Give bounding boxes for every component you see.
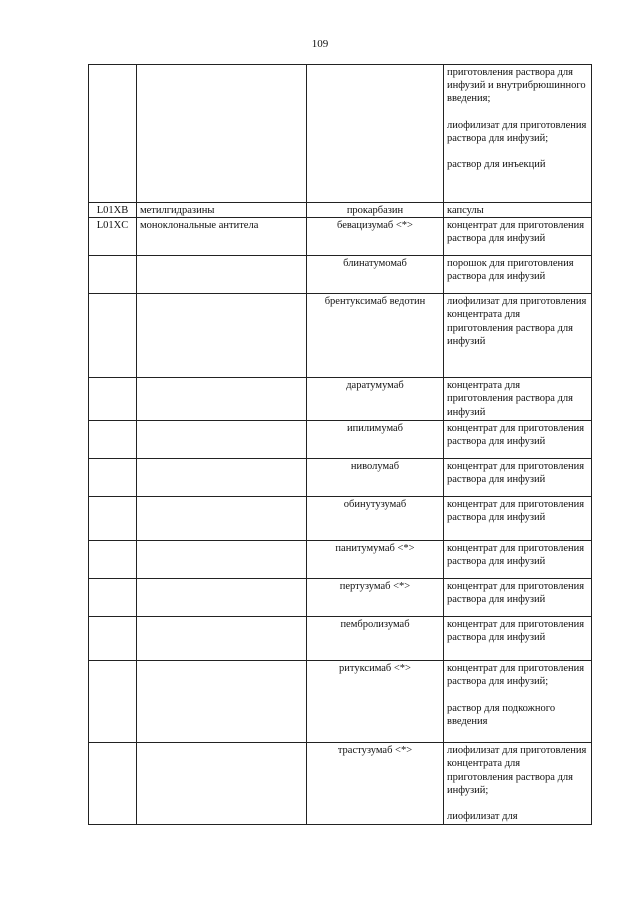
group-name-cell	[137, 579, 307, 617]
atc-code-cell	[89, 743, 137, 825]
dosage-form-text: капсулы	[447, 205, 484, 216]
dosage-form-text: концентрат для приготовления раствора для инфузий	[447, 499, 585, 524]
table-row	[89, 579, 592, 617]
dosage-form-text: лиофилизат для приготовления раствора для инфузий;	[447, 119, 587, 144]
drug-table	[88, 64, 592, 825]
dosage-form-text: концентрат для приготовления раствора для инфузий	[447, 543, 585, 568]
group-name-cell	[137, 65, 307, 203]
atc-code-cell	[89, 294, 137, 378]
drug-name-cell: ипилимумаб	[307, 421, 444, 459]
atc-code-cell	[89, 617, 137, 661]
drug-name-cell: пертузумаб <*>	[307, 579, 444, 617]
drug-name-cell: блинатумомаб	[307, 256, 444, 294]
atc-code-cell	[89, 256, 137, 294]
table-row	[89, 378, 592, 421]
dosage-form-cell	[444, 256, 592, 294]
atc-code-cell	[89, 459, 137, 497]
atc-code-cell	[89, 65, 137, 203]
atc-code-cell	[89, 661, 137, 743]
drug-name-cell: трастузумаб <*>	[307, 743, 444, 825]
table-row	[89, 65, 592, 203]
table-row	[89, 497, 592, 541]
drug-name-cell: бевацизумаб <*>	[307, 218, 444, 256]
table-row	[89, 203, 592, 218]
drug-name-cell	[307, 65, 444, 203]
drug-name-cell: прокарбазин	[307, 203, 444, 218]
group-name-cell	[137, 459, 307, 497]
drug-table-body	[89, 65, 592, 825]
group-name-cell: моноклональные антитела	[137, 218, 307, 256]
group-name-cell	[137, 661, 307, 743]
dosage-form-cell	[444, 65, 592, 203]
dosage-form-text: концентрат для приготовления раствора для инфузий;	[447, 663, 585, 688]
atc-code-cell	[89, 497, 137, 541]
dosage-form-cell	[444, 661, 592, 743]
dosage-form-text: лиофилизат для приготовления концентрата для приготовления раствора для инфузий	[447, 296, 587, 347]
drug-name-cell: ниволумаб	[307, 459, 444, 497]
dosage-form-cell	[444, 421, 592, 459]
dosage-form-text: лиофилизат для	[447, 811, 518, 823]
drug-name-cell: панитумумаб <*>	[307, 541, 444, 579]
atc-code-cell: L01XC	[89, 218, 137, 256]
table-row	[89, 421, 592, 459]
table-row	[89, 459, 592, 497]
group-name-cell	[137, 256, 307, 294]
dosage-form-text: концентрат для приготовления раствора для инфузий	[447, 423, 585, 448]
drug-name-cell: ритуксимаб <*>	[307, 661, 444, 743]
drug-name-cell: даратумумаб	[307, 378, 444, 421]
dosage-form-cell	[444, 497, 592, 541]
group-name-cell	[137, 617, 307, 661]
dosage-form-text: раствор для инъекций	[447, 159, 546, 171]
group-name-cell	[137, 541, 307, 579]
drug-name-cell: пембролизумаб	[307, 617, 444, 661]
group-name-cell	[137, 294, 307, 378]
table-row	[89, 617, 592, 661]
atc-code-cell	[89, 421, 137, 459]
dosage-form-cell	[444, 579, 592, 617]
table-row	[89, 294, 592, 378]
dosage-form-text: лиофилизат для приготовления концентрата для приготовления раствора для инфузий;	[447, 745, 587, 796]
group-name-cell	[137, 421, 307, 459]
atc-code-cell: L01XB	[89, 203, 137, 218]
dosage-form-text: концентрат для приготовления раствора для инфузий	[447, 619, 585, 644]
table-row	[89, 218, 592, 256]
dosage-form-cell	[444, 218, 592, 256]
dosage-form-cell	[444, 617, 592, 661]
dosage-form-text: концентрат для приготовления раствора для инфузий	[447, 581, 585, 606]
group-name-cell	[137, 743, 307, 825]
dosage-form-cell	[444, 294, 592, 378]
page-number: 109	[311, 38, 329, 50]
table-row	[89, 743, 592, 825]
dosage-form-cell	[444, 378, 592, 421]
group-name-cell	[137, 497, 307, 541]
dosage-form-cell	[444, 541, 592, 579]
dosage-form-text: концентрат для приготовления раствора для инфузий	[447, 220, 585, 245]
table-row	[89, 256, 592, 294]
drug-name-cell: обинутузумаб	[307, 497, 444, 541]
table-row	[89, 541, 592, 579]
table-row	[89, 661, 592, 743]
atc-code-cell	[89, 541, 137, 579]
atc-code-cell	[89, 378, 137, 421]
atc-code-cell	[89, 579, 137, 617]
dosage-form-text: концентрат для приготовления раствора для инфузий	[447, 461, 585, 486]
dosage-form-cell	[444, 459, 592, 497]
dosage-form-text: раствор для подкожного введения	[447, 702, 556, 727]
dosage-form-cell	[444, 743, 592, 825]
group-name-cell	[137, 378, 307, 421]
dosage-form-cell	[444, 203, 592, 218]
drug-name-cell: брентуксимаб ведотин	[307, 294, 444, 378]
dosage-form-text: приготовления раствора для инфузий и внутрибрюшинного введения;	[447, 67, 586, 105]
group-name-cell: метилгидразины	[137, 203, 307, 218]
dosage-form-text: порошок для приготовления раствора для инфузий	[447, 258, 574, 283]
dosage-form-text: концентрата для приготовления раствора для инфузий	[447, 380, 573, 418]
